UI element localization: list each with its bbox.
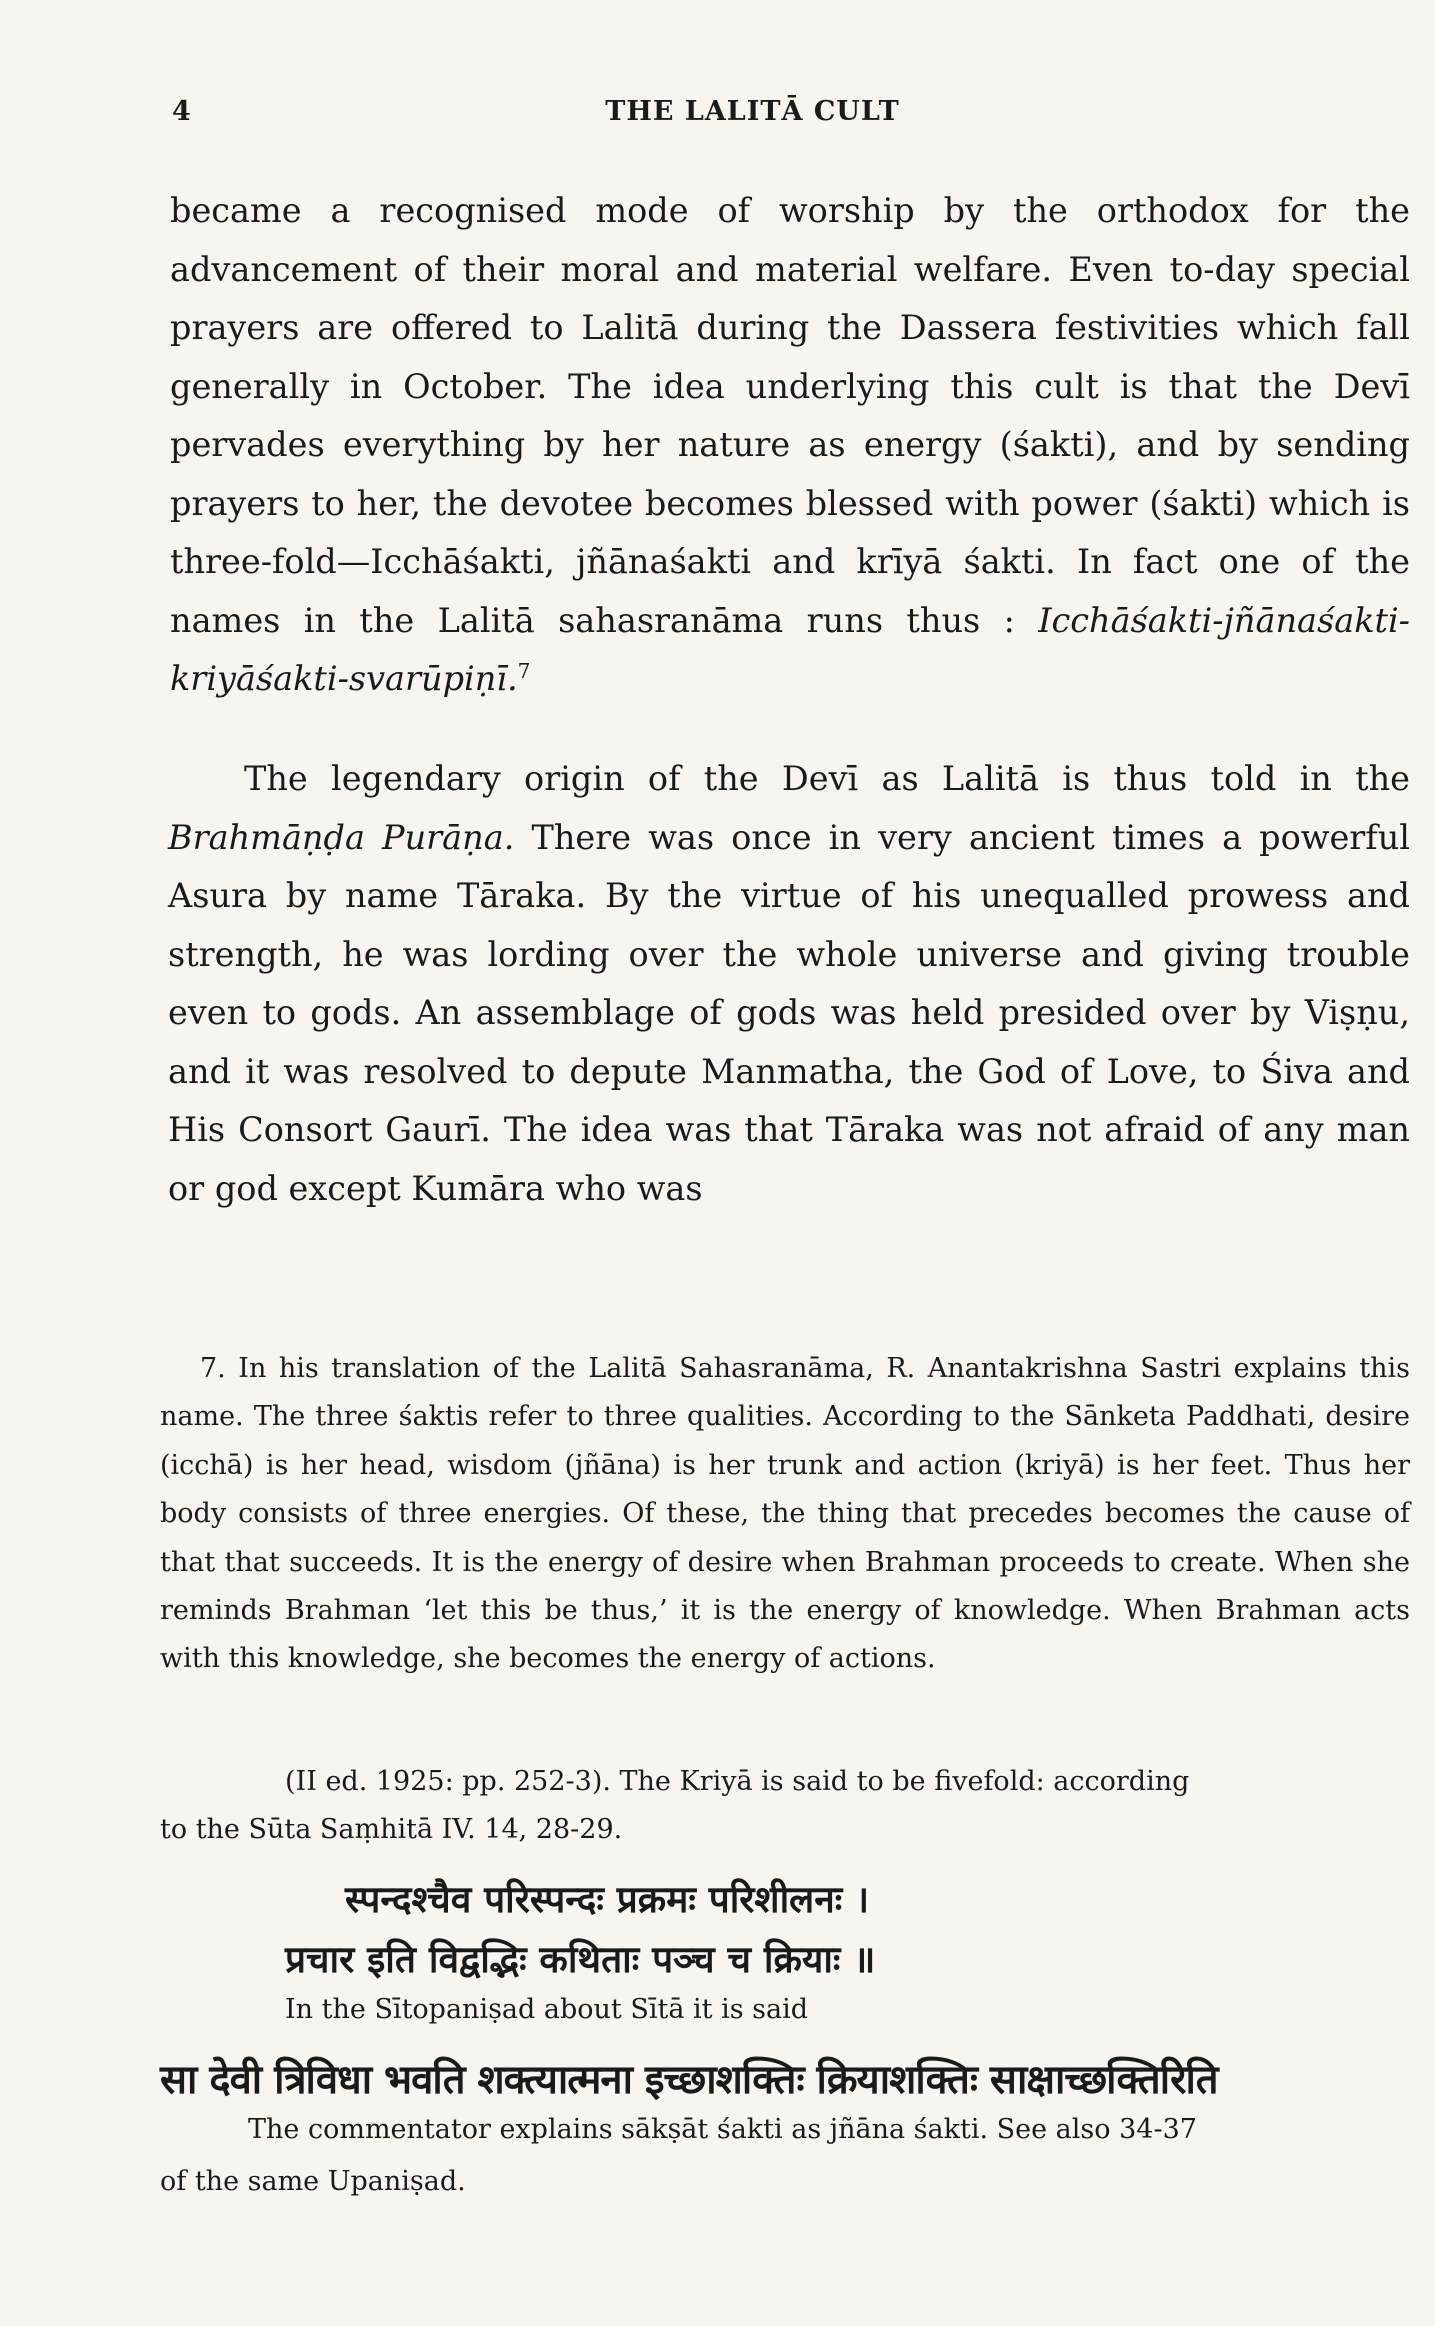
- running-title: THE LALITĀ CULT: [605, 96, 900, 127]
- source-title: Brahmāṇḍa Purāṇa.: [168, 817, 515, 857]
- footnote-reference-tail: to the Sūta Saṃhitā IV. 14, 28-29.: [160, 1814, 623, 1845]
- sanskrit-quote-sitopanisad: सा देवी त्रिविधा भवति शक्त्यात्मना इच्छाशक्तिः क्रियाशक्तिः साक्षाच्छक्तिरिति: [160, 2057, 1218, 2103]
- paragraph-1-text: became a recognised mode of worship by the orthodox for the advancement of their moral and material welfare. Even to-day special prayers are offered to Lalitā during the Dassera festivities which fall generally in October. The idea underlying this cult is that the Devī pervades everything by her nature as energy (śakti), and by sending prayers to her, the devotee becomes blessed with power (śakti) which is three-fold—Icchāśakti, jñānaśakti and krīyā śakti. In fact one of the names in the Lalitā sahasranāma runs thus :: [170, 191, 1410, 640]
- body-paragraph-2: [168, 750, 1410, 1218]
- page-number: 4: [172, 96, 191, 127]
- footnote-reference: (II ed. 1925: pp. 252-3). The Kriyā is said to be fivefold: according: [285, 1766, 1190, 1797]
- body-paragraph-1: [170, 182, 1410, 709]
- commentary-line-2: of the same Upaniṣad.: [160, 2166, 466, 2197]
- sahasranama-name: Icchāśakti-jñānaśakti-kriyāśakti-svarūpiṇī.: [170, 600, 1410, 698]
- footnote-marker: 7: [517, 658, 531, 683]
- paragraph-2-part-1: The legendary origin of the Devī as Lalitā is thus told in the: [244, 759, 1410, 798]
- sanskrit-verse-line-2: प्रचार इति विद्वद्भिः कथिताः पञ्च च क्रियाः ॥: [285, 1938, 876, 1981]
- page-header: [170, 96, 1335, 136]
- sanskrit-verse-line-1: स्पन्दश्चैव परिस्पन्दः प्रक्रमः परिशीलनः ।: [345, 1878, 870, 1921]
- footnote-text: 7. In his translation of the Lalitā Sahasranāma, R. Anantakrishna Sastri explains this name. The three śaktis refer to three qualities. According to the Sānketa Paddhati, desire (icchā) is her head, wisdom (jñāna) is her trunk and action (kriyā) is her feet. Thus her body consists of three energies. Of these, the thing that precedes becomes the cause of that that succeeds. It is the energy of desire when Brahman proceeds to create. When she reminds Brahman ‘let this be thus,’ it is the energy of knowledge. When Brahman acts with this knowledge, she becomes the energy of actions.: [160, 1353, 1410, 1675]
- commentary-line-1: The commentator explains sākṣāt śakti as jñāna śakti. See also 34-37: [248, 2114, 1197, 2145]
- paragraph-2-part-2: There was once in very ancient times a powerful Asura by name Tāraka. By the virtue of his unequalled prowess and strength, he was lording over the whole universe and giving trouble even to gods. An assemblage of gods was held presided over by Viṣṇu, and it was resolved to depute Manmatha, the God of Love, to Śiva and His Consort Gaurī. The idea was that Tāraka was not afraid of any man or god except Kumāra who was: [168, 817, 1410, 1208]
- sitopanisad-intro: In the Sītopaniṣad about Sītā it is said: [285, 1994, 809, 2025]
